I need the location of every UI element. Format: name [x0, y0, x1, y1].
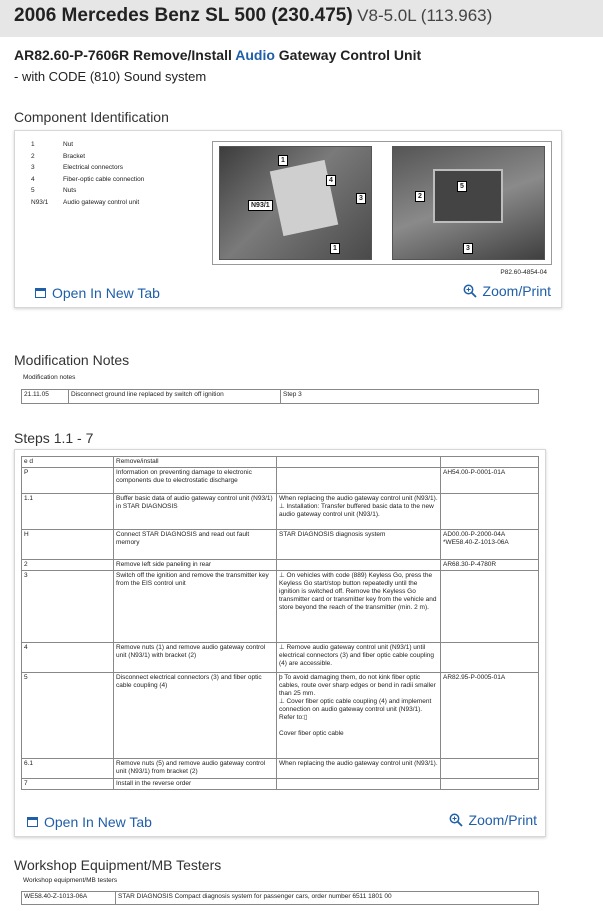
step-note	[277, 457, 441, 468]
step-ref	[441, 457, 539, 468]
figure-callout: 2	[415, 191, 425, 202]
figure-callout: 1	[330, 243, 340, 254]
open-tab-icon	[27, 817, 38, 827]
document-title	[14, 47, 421, 63]
step-action: Switch off the ignition and remove the transmitter key from the EIS control unit	[114, 571, 277, 643]
control-unit-shape	[270, 160, 338, 236]
modification-step: Step 3	[281, 390, 539, 404]
open-tab-icon	[35, 288, 46, 298]
open-new-tab-link-steps[interactable]	[27, 814, 152, 830]
step-note: þ To avoid damaging them, do not kink fiber optic cables, route over sharp edges or bend in radii smaller than 25 mm. ⊥ Cover fiber optic cable coupling (4) and implement connection on audio gateway control unit (N93/1). Refer to:▯ Cover fiber optic cable	[277, 673, 441, 759]
step-row	[22, 560, 539, 571]
step-step: 2	[22, 560, 114, 571]
modification-text: Disconnect ground line replaced by switch off ignition	[69, 390, 281, 404]
workshop-heading: Workshop Equipment/MB Testers	[14, 857, 222, 873]
legend-number: 2	[31, 152, 35, 160]
step-ref: AR82.95-P-0005-01A	[441, 673, 539, 759]
workshop-subheading: Workshop equipment/MB testers	[23, 877, 118, 884]
legend-text: Audio gateway control unit	[63, 198, 140, 206]
component-figure	[212, 141, 552, 265]
legend-text: Nut	[63, 141, 74, 148]
step-step: H	[22, 530, 114, 560]
step-row	[22, 571, 539, 643]
table-row	[22, 892, 539, 905]
legend-item	[31, 176, 144, 188]
step-step: e d	[22, 457, 114, 468]
step-action: Remove left side paneling in rear	[114, 560, 277, 571]
step-row	[22, 759, 539, 779]
step-row	[22, 643, 539, 673]
legend-text: Bracket	[63, 152, 86, 160]
legend-number: 5	[31, 187, 35, 194]
figure-callout: 4	[326, 175, 336, 186]
component-card	[14, 130, 562, 308]
modification-date: 21.11.05	[22, 390, 69, 404]
component-heading: Component Identification	[14, 109, 169, 125]
step-step: 7	[22, 779, 114, 790]
step-note: When replacing the audio gateway control unit (N93/1).	[277, 759, 441, 779]
component-legend	[31, 141, 144, 210]
workshop-code: WE58.40-Z-1013-06A	[22, 892, 116, 905]
zoom-print-link[interactable]	[463, 283, 551, 299]
step-step: 6.1	[22, 759, 114, 779]
photo-left	[219, 146, 372, 260]
step-note	[277, 560, 441, 571]
code-note: - with CODE (810) Sound system	[14, 69, 207, 84]
legend-number: 3	[31, 164, 35, 171]
step-step: 3	[22, 571, 114, 643]
figure-callout: 3	[356, 193, 366, 204]
step-action: Disconnect electrical connectors (3) and fiber optic cable coupling (4)	[114, 673, 277, 759]
figure-callout: 1	[278, 155, 288, 166]
step-ref: AH54.00-P-0001-01A	[441, 468, 539, 494]
open-tab-label: Open In New Tab	[52, 285, 160, 301]
page-header	[0, 0, 603, 37]
step-row	[22, 779, 539, 790]
step-row	[22, 673, 539, 759]
legend-item	[31, 164, 144, 176]
legend-item	[31, 187, 144, 199]
open-tab-label: Open In New Tab	[44, 814, 152, 830]
step-action: Remove nuts (5) and remove audio gateway control unit (N93/1) from bracket (2)	[114, 759, 277, 779]
step-row	[22, 530, 539, 560]
title-highlight: Audio	[235, 47, 275, 63]
step-note	[277, 468, 441, 494]
step-action: Buffer basic data of audio gateway control unit (N93/1) in STAR DIAGNOSIS	[114, 494, 277, 530]
modification-subheading: Modification notes	[23, 374, 76, 381]
legend-text: Electrical connectors	[63, 164, 123, 171]
step-note: ⊥ Remove audio gateway control unit (N93/1) until electrical connectors (3) and fiber optic cable coupling (4) are accessible.	[277, 643, 441, 673]
legend-text: Fiber-optic cable connection	[63, 175, 145, 183]
step-row	[22, 494, 539, 530]
legend-item	[31, 199, 144, 211]
step-ref	[441, 759, 539, 779]
magnify-icon	[449, 813, 463, 827]
legend-number: N93/1	[31, 198, 49, 206]
legend-item	[31, 141, 144, 153]
bracket-shape	[433, 169, 503, 223]
photo-right	[392, 146, 545, 260]
image-reference: P82.60-4854-04	[500, 269, 547, 276]
step-action: Information on preventing damage to electronic components due to electrostatic discharge	[114, 468, 277, 494]
modification-table	[21, 389, 539, 404]
title-prefix: AR82.60-P-7606R Remove/Install	[14, 47, 236, 63]
step-ref	[441, 571, 539, 643]
figure-callout: 5	[457, 181, 467, 192]
legend-number: 4	[31, 175, 35, 183]
legend-number: 1	[31, 141, 35, 148]
step-step: 4	[22, 643, 114, 673]
step-step: 5	[22, 673, 114, 759]
step-ref	[441, 779, 539, 790]
step-step: 1.1	[22, 494, 114, 530]
step-step: P	[22, 468, 114, 494]
step-action: Connect STAR DIAGNOSIS and read out fault memory	[114, 530, 277, 560]
legend-text: Nuts	[63, 187, 77, 194]
step-row	[22, 457, 539, 468]
magnify-icon	[463, 284, 477, 298]
step-ref	[441, 494, 539, 530]
title-suffix: Gateway Control Unit	[274, 47, 422, 63]
figure-callout: N93/1	[248, 200, 273, 211]
zoom-print-link-steps[interactable]	[449, 812, 537, 828]
zoom-label: Zoom/Print	[482, 283, 551, 299]
steps-heading: Steps 1.1 - 7	[14, 430, 94, 446]
table-row	[22, 390, 539, 404]
step-note	[277, 779, 441, 790]
legend-item	[31, 153, 144, 165]
steps-table	[21, 456, 539, 790]
step-note: When replacing the audio gateway control unit (N93/1). ⊥ Installation: Transfer buffered basic data to the new audio gateway control unit (N93/1).	[277, 494, 441, 530]
step-action: Install in the reverse order	[114, 779, 277, 790]
modification-heading: Modification Notes	[14, 352, 130, 368]
step-action: Remove/install	[114, 457, 277, 468]
step-note: STAR DIAGNOSIS diagnosis system	[277, 530, 441, 560]
step-ref: AD00.00-P-2000-04A *WE58.40-Z-1013-06A	[441, 530, 539, 560]
workshop-table	[21, 891, 539, 905]
step-action: Remove nuts (1) and remove audio gateway control unit (N93/1) with bracket (2)	[114, 643, 277, 673]
figure-callout: 3	[463, 243, 473, 254]
steps-card	[14, 449, 546, 837]
workshop-text: STAR DIAGNOSIS Compact diagnosis system for passenger cars, order number 6511 1801 00	[116, 892, 539, 905]
engine-spec: V8-5.0L (113.963)	[357, 6, 493, 25]
step-row	[22, 468, 539, 494]
step-ref	[441, 643, 539, 673]
open-new-tab-link[interactable]	[35, 285, 160, 301]
step-ref: AR68.30-P-4780R	[441, 560, 539, 571]
step-note: ⊥ On vehicles with code (889) Keyless Go, press the Keyless Go start/stop button repeatedly until the ignition is switched off. Remove the Keyless Go transmitter card or transmitter key from the vehicle and store beyond the reach of the transmitter (min. 2 m).	[277, 571, 441, 643]
vehicle-title: 2006 Mercedes Benz SL 500 (230.475)	[14, 5, 353, 26]
zoom-label: Zoom/Print	[468, 812, 537, 828]
